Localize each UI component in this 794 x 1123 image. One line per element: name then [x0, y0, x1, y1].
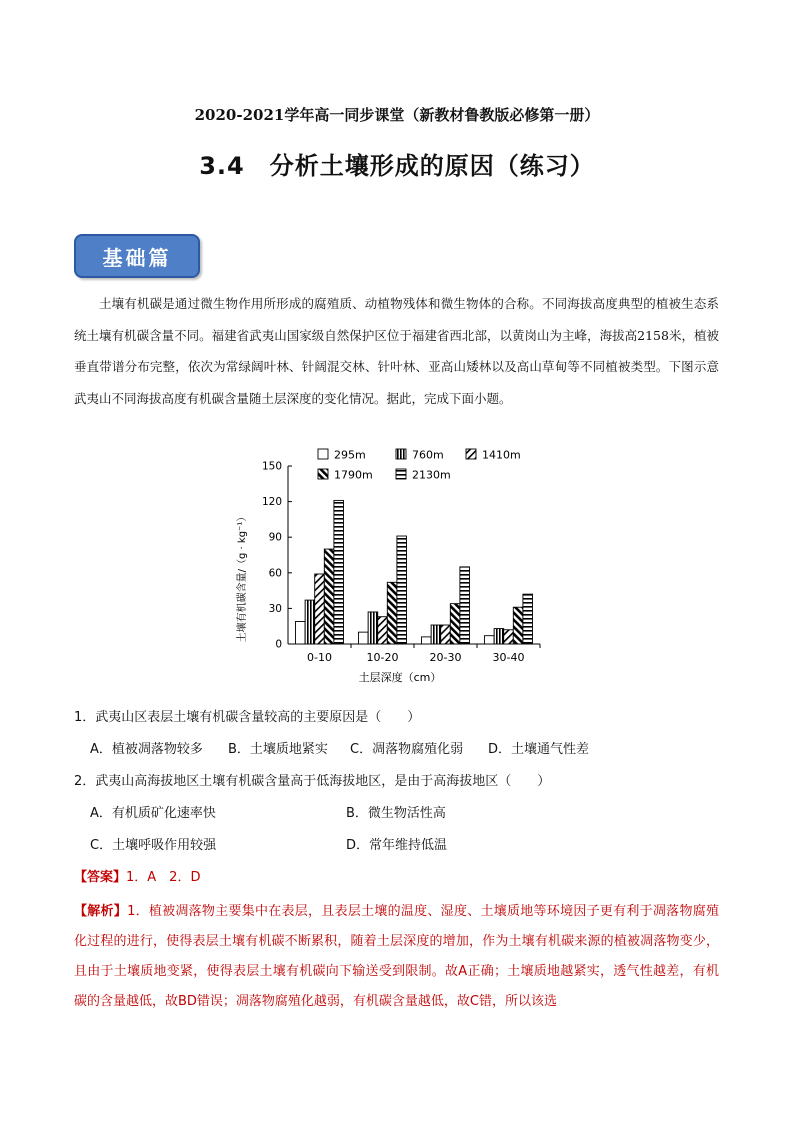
bar	[334, 500, 344, 644]
bar	[378, 617, 388, 644]
bar	[513, 607, 523, 644]
bar	[504, 630, 514, 644]
legend-entry: 760m	[412, 448, 444, 462]
y-tick-label: 150	[261, 460, 282, 473]
question-2-stem: 2．武夷山高海拔地区土壤有机碳含量高于低海拔地区，是由于高海拔地区（ ）	[74, 774, 551, 789]
bar	[387, 582, 397, 644]
question-1-option-b: B．土壤质地紧实	[228, 742, 328, 757]
y-tick-label: 90	[268, 531, 282, 544]
x-axis-label: 土层深度（cm）	[358, 671, 442, 684]
answer-line	[74, 866, 200, 885]
bar	[485, 636, 495, 644]
legend-swatch	[318, 449, 328, 459]
bar	[523, 594, 533, 644]
legend-entry: 1790m	[334, 468, 373, 482]
question-1-option-c: C．凋落物腐殖化弱	[350, 742, 464, 757]
bar	[397, 536, 407, 644]
question-2-option-a: A．有机质矿化速率快	[90, 806, 216, 821]
y-tick-label: 0	[275, 638, 282, 651]
analysis-block	[74, 897, 719, 1017]
document-subtitle: 2020-2021学年高一同步课堂（新教材鲁教版必修第一册）	[194, 106, 600, 124]
bar	[324, 549, 334, 644]
x-tick-label: 0-10	[307, 651, 332, 664]
legend-swatch	[396, 449, 406, 459]
answer-tag: 【答案】	[74, 870, 127, 885]
section-badge: 基础篇	[74, 234, 200, 278]
bar	[450, 604, 460, 644]
analysis-tag: 【解析】	[74, 904, 128, 919]
x-tick-label: 20-30	[429, 651, 462, 664]
bar	[359, 632, 369, 644]
bar	[368, 612, 378, 644]
bar	[431, 625, 441, 644]
question-1-option-a: A．植被凋落物较多	[90, 742, 203, 757]
bar	[460, 567, 470, 644]
question-1-stem: 1．武夷山区表层土壤有机碳含量较高的主要原因是（ ）	[74, 710, 421, 725]
document-title: 3.4 分析土壤形成的原因（练习）	[199, 152, 595, 180]
question-1-option-d: D．土壤通气性差	[488, 742, 590, 757]
question-2-option-d: D．常年维持低温	[346, 838, 448, 853]
bar	[441, 625, 451, 644]
bar	[494, 629, 504, 644]
legend-entry: 1410m	[482, 448, 521, 462]
x-tick-label: 10-20	[366, 651, 399, 664]
question-2-option-c: C．土壤呼吸作用较强	[90, 838, 217, 853]
y-tick-label: 30	[268, 602, 282, 615]
answer-text: 1．A 2．D	[126, 870, 201, 885]
analysis-text: 1．植被凋落物主要集中在表层，且表层土壤的温度、湿度、土壤质地等环境因子更有利于凋落物腐殖化过程的进行，使得表层土壤有机碳不断累积，随着土层深度的增加，作为土壤有机碳来源的植被凋落物变少，且由于土壤质地变紧，使得表层土壤有机碳向下输送受到限制。故A正确；土壤质地越紧实，透气性越差，有机碳的含量越低，故BD错误；凋落物腐殖化越弱，有机碳含量越低，故C错，所以该选	[74, 904, 719, 1009]
y-tick-label: 60	[268, 567, 282, 580]
reading-passage: 土壤有机碳是通过微生物作用所形成的腐殖质、动植物残体和微生物体的合称。不同海拔高度典型的植被生态系统土壤有机碳含量不同。福建省武夷山国家级自然保护区位于福建省西北部，以黄岗山为主峰，海拔高2158米，植被垂直带谱分布完整，依次为常绿阔叶林、针阔混交林、针叶林、亚高山矮林以及高山草甸等不同植被类型。下图示意武夷山不同海拔高度有机碳含量随土层深度的变化情况。据此，完成下面小题。	[74, 296, 719, 406]
legend-swatch	[396, 469, 406, 479]
y-axis-label: 土壤有机碳含量/（g · kg⁻¹）	[237, 511, 248, 643]
legend-entry: 2130m	[412, 468, 451, 482]
y-tick-label: 120	[261, 496, 282, 509]
question-2-option-b: B．微生物活性高	[346, 806, 446, 821]
bar	[296, 621, 306, 644]
legend-swatch	[318, 469, 328, 479]
bar	[422, 637, 432, 644]
legend-swatch	[466, 449, 476, 459]
x-tick-label: 30-40	[492, 651, 525, 664]
bar	[315, 574, 325, 644]
legend-entry: 295m	[334, 448, 366, 462]
bar	[305, 600, 315, 644]
soil-carbon-bar-chart	[232, 446, 552, 690]
